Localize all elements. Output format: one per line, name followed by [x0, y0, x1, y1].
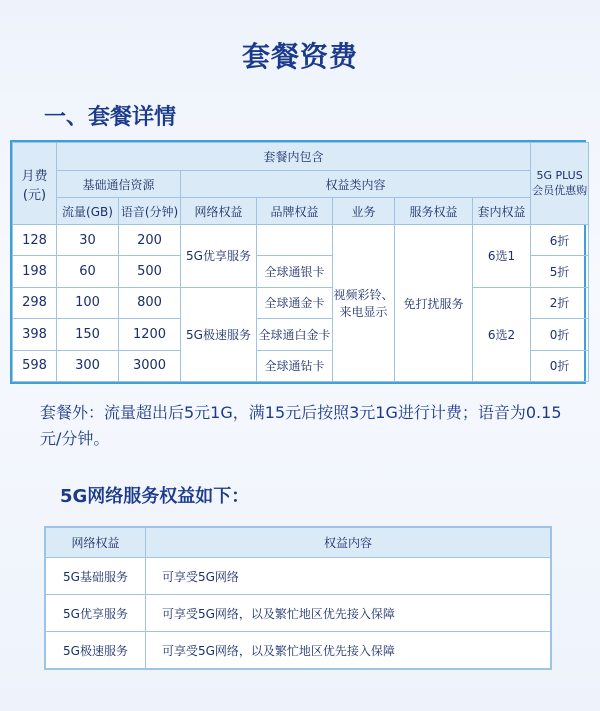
brand-rights-cell: 全球通白金卡 [257, 319, 333, 350]
data-cell: 100 [57, 287, 119, 318]
table-row [13, 287, 589, 318]
header-5g-plus: 5G PLUS 会员优惠购 [531, 143, 589, 225]
data-cell: 60 [57, 256, 119, 287]
voice-cell: 500 [119, 256, 181, 287]
plus-discount-cell: 5折 [531, 256, 589, 287]
header-data: 流量(GB) [57, 198, 119, 225]
plus-discount-cell: 6折 [531, 225, 589, 256]
rights-name-cell: 5G极速服务 [46, 632, 146, 669]
header-service-rights: 服务权益 [395, 198, 473, 225]
plus-discount-cell: 2折 [531, 287, 589, 318]
rights-name-cell: 5G基础服务 [46, 558, 146, 595]
fee-cell: 598 [13, 350, 57, 381]
plus-discount-cell: 0折 [531, 319, 589, 350]
fee-cell: 398 [13, 319, 57, 350]
plan-details-table [10, 140, 586, 384]
fee-cell: 128 [13, 225, 57, 256]
package-rights-cell: 6选1 [473, 225, 531, 288]
brand-rights-cell [257, 225, 333, 256]
table-row [13, 225, 589, 256]
rights-desc-cell: 可享受5G网络，以及繁忙地区优先接入保障 [146, 632, 551, 669]
header-brand-rights: 品牌权益 [257, 198, 333, 225]
rights-name-cell: 5G优享服务 [46, 595, 146, 632]
brand-rights-cell: 全球通银卡 [257, 256, 333, 287]
header-package-rights: 套内权益 [473, 198, 531, 225]
section-heading-plan-details: 一、套餐详情 [44, 105, 177, 130]
page-title: 套餐资费 [241, 40, 358, 73]
section-heading-5g-rights: 5G网络服务权益如下： [60, 486, 250, 507]
table-row [46, 632, 551, 669]
rights-desc-cell: 可享受5G网络 [146, 558, 551, 595]
header-monthly-fee: 月费 (元) [13, 143, 57, 225]
package-rights-cell: 6选2 [473, 287, 531, 381]
voice-cell: 1200 [119, 319, 181, 350]
5g-rights-table [44, 526, 552, 670]
plus-discount-cell: 0折 [531, 350, 589, 381]
voice-cell: 3000 [119, 350, 181, 381]
header-rights-content: 权益类内容 [181, 171, 531, 198]
table-row [46, 595, 551, 632]
network-rights-cell: 5G优享服务 [181, 225, 257, 288]
voice-cell: 200 [119, 225, 181, 256]
header-business: 业务 [333, 198, 395, 225]
data-cell: 300 [57, 350, 119, 381]
header-network-rights: 网络权益 [46, 528, 146, 558]
brand-rights-cell: 全球通钻卡 [257, 350, 333, 381]
voice-cell: 800 [119, 287, 181, 318]
header-basic-resources: 基础通信资源 [57, 171, 181, 198]
service-rights-cell: 免打扰服务 [395, 225, 473, 382]
fee-cell: 198 [13, 256, 57, 287]
data-cell: 30 [57, 225, 119, 256]
header-rights-content: 权益内容 [146, 528, 551, 558]
header-network-rights: 网络权益 [181, 198, 257, 225]
header-included: 套餐内包含 [57, 143, 531, 171]
data-cell: 150 [57, 319, 119, 350]
header-voice: 语音(分钟) [119, 198, 181, 225]
network-rights-cell: 5G极速服务 [181, 287, 257, 381]
rights-desc-cell: 可享受5G网络，以及繁忙地区优先接入保障 [146, 595, 551, 632]
business-cell: 视频彩铃、 来电显示 [333, 225, 395, 382]
table-row [46, 558, 551, 595]
fee-cell: 298 [13, 287, 57, 318]
brand-rights-cell: 全球通金卡 [257, 287, 333, 318]
extra-charges-note: 套餐外：流量超出后5元1G，满15元后按照3元1G进行计费；语音为0.15元/分钟。 [40, 403, 562, 448]
